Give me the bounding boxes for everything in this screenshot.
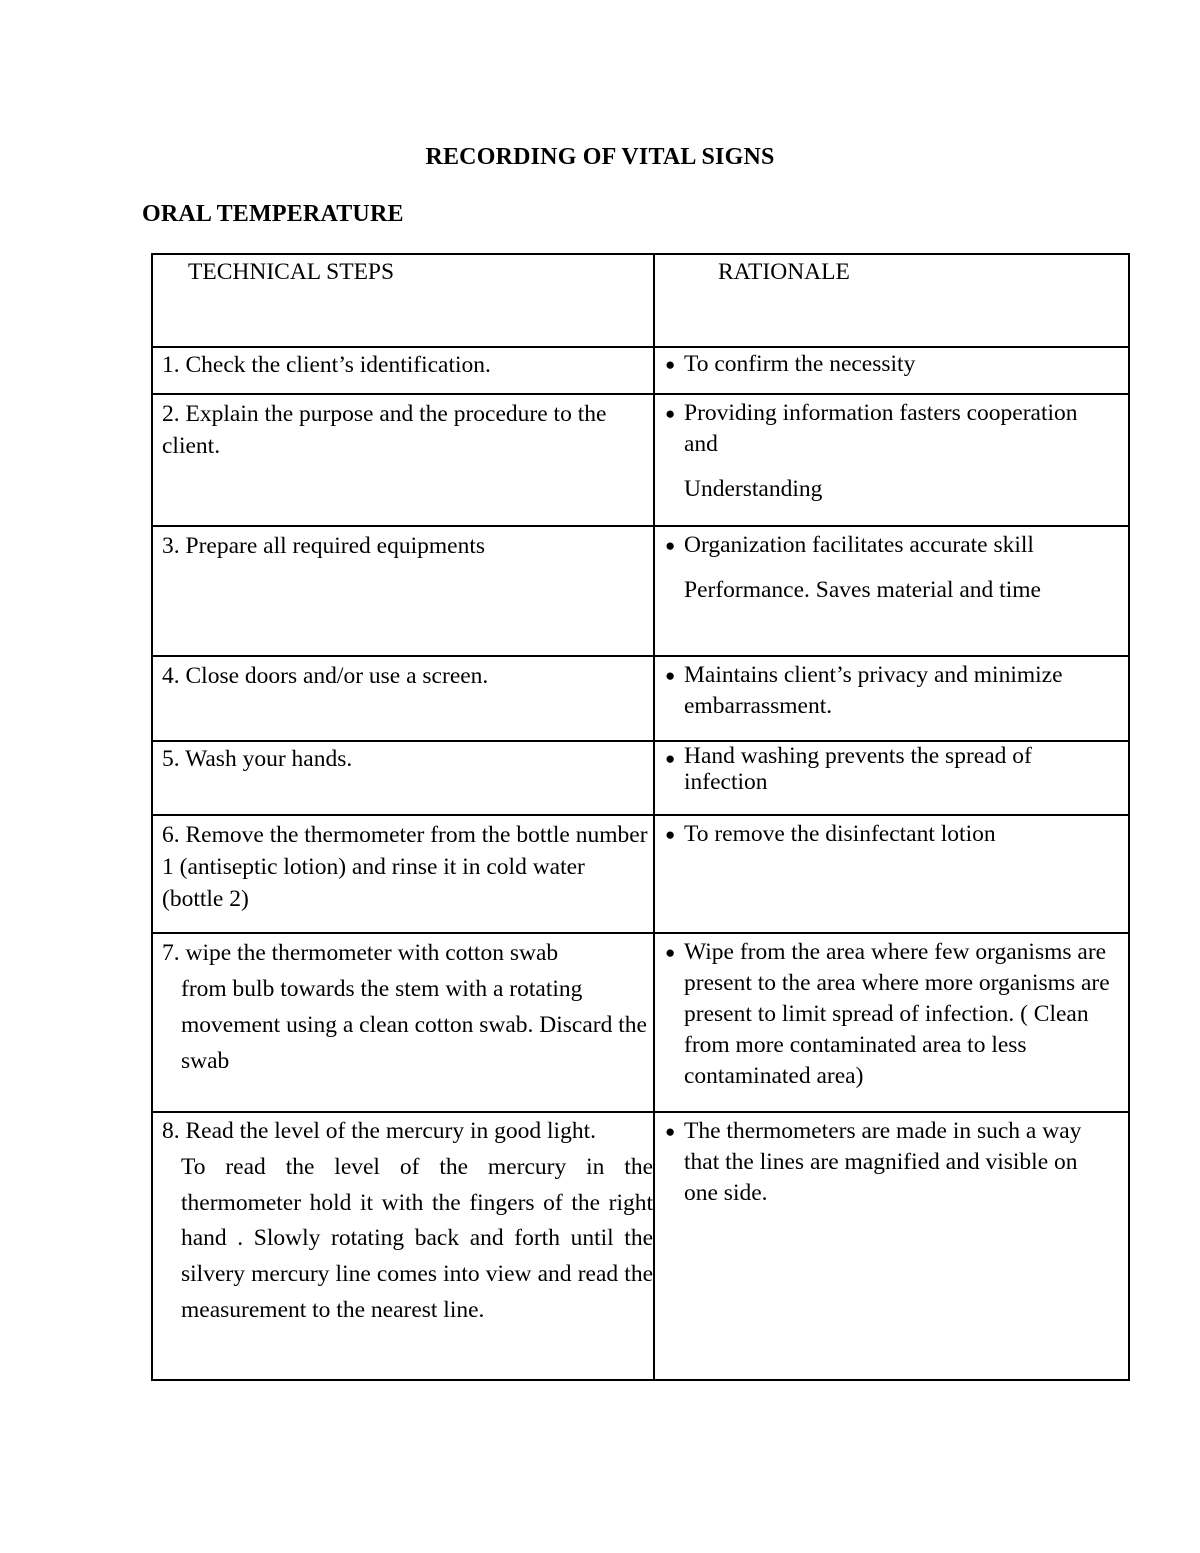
bullet-icon: ● [665, 536, 676, 555]
table-row [152, 933, 1129, 1112]
step-cell: 5. Wash your hands. [152, 741, 654, 815]
bullet-icon: ● [665, 404, 676, 423]
document-title: RECORDING OF VITAL SIGNS [425, 144, 775, 170]
table-row [152, 1112, 1129, 1380]
step-cell: 2. Explain the purpose and the procedure to the client. [152, 394, 654, 526]
rationale-cell: ● The thermometers are made in such a way that the lines are magnified and visible on one side. [654, 1112, 1129, 1380]
bullet-icon: ● [665, 749, 676, 768]
rationale-cell: ● Providing information fasters cooperation and Understanding [654, 394, 1129, 526]
table-row [152, 347, 1129, 394]
bullet-icon: ● [665, 825, 676, 844]
table-row [152, 815, 1129, 933]
table-row [152, 394, 1129, 526]
bullet-icon: ● [665, 943, 676, 962]
rationale-cell: ● To confirm the necessity [654, 347, 1129, 394]
step-cell: 8. Read the level of the mercury in good light. To read the level of the mercury in the thermometer hold it with the fingers of the right hand . Slowly rotating back and forth until the silvery mercury line comes into view and read the measurement to the nearest line. [152, 1112, 654, 1380]
rationale-cell: ● Hand washing prevents the spread of infection [654, 741, 1129, 815]
step-cell: 1. Check the client’s identification. [152, 347, 654, 394]
step-cell: 6. Remove the thermometer from the bottle number 1 (antiseptic lotion) and rinse it in cold water (bottle 2) [152, 815, 654, 933]
procedure-table [151, 253, 1130, 1381]
table-header-row [152, 254, 1129, 347]
bullet-icon: ● [665, 666, 676, 685]
bullet-icon: ● [665, 1122, 676, 1141]
rationale-cell: ● Wipe from the area where few organisms are present to the area where more organisms are present to limit spread of infection. ( Clean from more contaminated area to less contaminated area) [654, 933, 1129, 1112]
rationale-cell: ● Organization facilitates accurate skill Performance. Saves material and time [654, 526, 1129, 656]
bullet-icon: ● [665, 355, 676, 374]
header-technical-steps: TECHNICAL STEPS [152, 254, 654, 347]
table-row [152, 526, 1129, 656]
section-title: ORAL TEMPERATURE [142, 201, 404, 227]
table-row [152, 656, 1129, 741]
rationale-cell: ● Maintains client’s privacy and minimize embarrassment. [654, 656, 1129, 741]
step-cell: 7. wipe the thermometer with cotton swab from bulb towards the stem with a rotating movement using a clean cotton swab. Discard the swab [152, 933, 654, 1112]
step-cell: 3. Prepare all required equipments [152, 526, 654, 656]
table-row [152, 741, 1129, 815]
rationale-cell: ● To remove the disinfectant lotion [654, 815, 1129, 933]
step-cell: 4. Close doors and/or use a screen. [152, 656, 654, 741]
header-rationale: RATIONALE [654, 254, 1129, 347]
